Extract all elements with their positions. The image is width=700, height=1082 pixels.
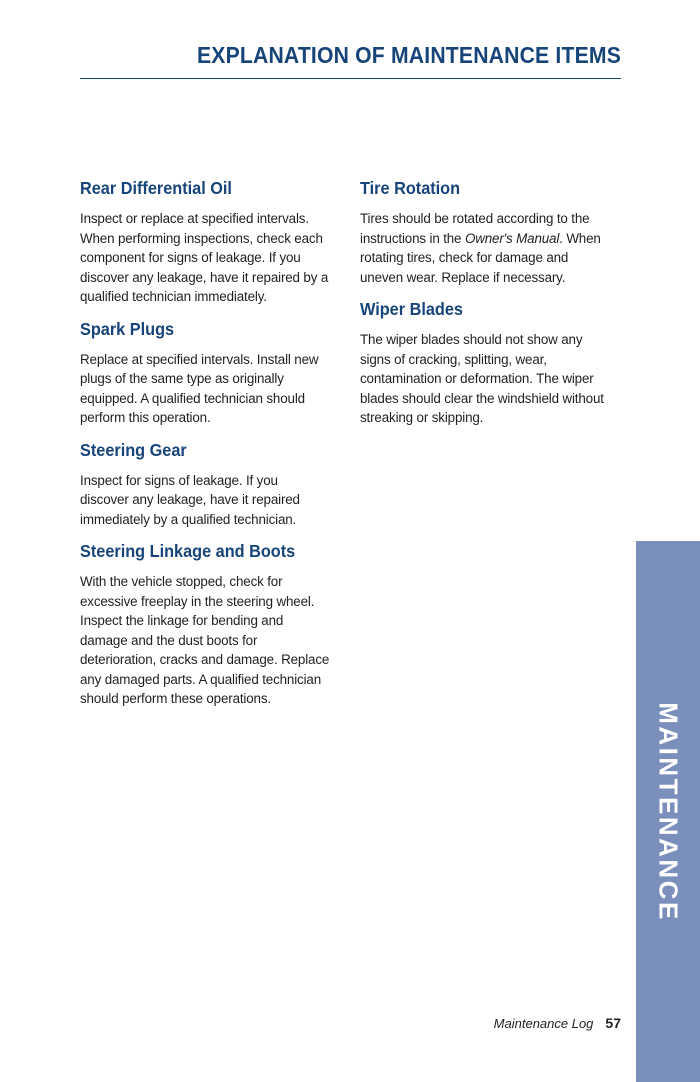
section-body: Replace at specified intervals. Install new plugs of the same type as originally equipped. A qualified technician should perform this operation. xyxy=(80,351,319,425)
section-body: With the vehicle stopped, check for excessive freeplay in the steering wheel. Inspect the linkage for bending and damage and the dust boots for deterioration, cracks and damage. Replace any damaged parts. A qualified technician should perform these operations. xyxy=(80,574,330,706)
body-text-after: . When rotating tires, check for damage and uneven wear. Replace if necessary. xyxy=(360,230,601,285)
section-steering-gear xyxy=(80,437,330,530)
section-body: Inspect for signs of leakage. If you discover any leakage, have it repaired immediately by a qualified technician. xyxy=(80,472,300,527)
header-divider xyxy=(80,78,621,79)
owners-manual-reference: Owner's Manual xyxy=(464,230,560,246)
section-spark-plugs xyxy=(80,316,330,428)
right-column xyxy=(360,175,610,437)
section-heading: Wiper Blades xyxy=(360,299,463,319)
section-rear-differential-oil xyxy=(80,175,330,307)
body-text-before: Tires should be rotated according to the instructions in the xyxy=(360,211,590,246)
section-heading: Steering Gear xyxy=(80,439,187,460)
section-wiper-blades xyxy=(360,296,610,428)
footer-section-label: Maintenance Log xyxy=(493,1016,594,1031)
left-column xyxy=(80,175,330,718)
section-steering-linkage-and-boots xyxy=(80,538,330,709)
section-heading: Rear Differential Oil xyxy=(80,178,232,198)
section-tire-rotation xyxy=(360,175,610,287)
page-title: EXPLANATION OF MAINTENANCE ITEMS xyxy=(196,42,621,68)
section-heading: Tire Rotation xyxy=(360,178,461,198)
page-footer xyxy=(494,1015,621,1033)
page-number: 57 xyxy=(605,1015,621,1031)
section-heading: Spark Plugs xyxy=(80,318,175,339)
section-body: Inspect or replace at specified intervals. When performing inspections, check each component for signs of leakage. If you discover any leakage, have it repaired by a qualified technician immediately. xyxy=(80,211,329,304)
section-heading: Steering Linkage and Boots xyxy=(80,541,296,561)
side-tab-label: MAINTENANCE xyxy=(653,702,684,922)
section-body xyxy=(360,209,610,287)
section-body: The wiper blades should not show any signs of cracking, splitting, wear, contamination or deformation. The wiper blades should clear the windshield without streaking or skipping. xyxy=(360,332,604,425)
page-header xyxy=(80,40,621,70)
